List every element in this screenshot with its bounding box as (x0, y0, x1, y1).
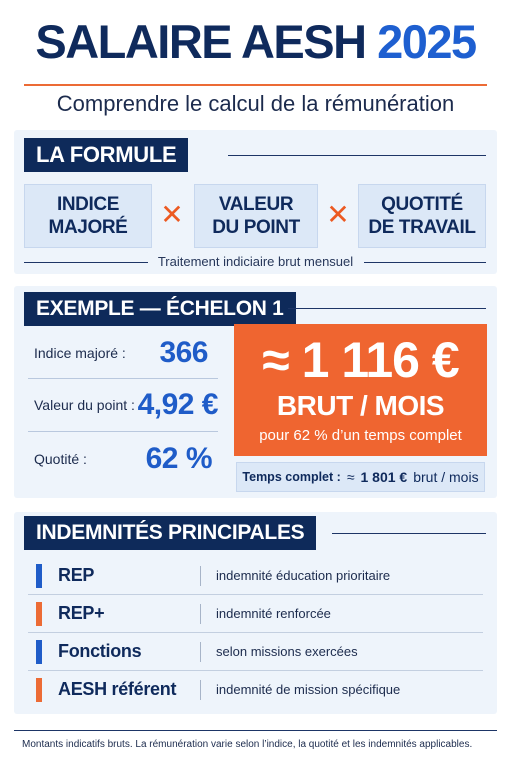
result-note: pour 62 % d’un temps complet (259, 427, 462, 444)
page-title (0, 14, 511, 70)
example-row-indice (28, 328, 218, 378)
formula-note: Traitement indiciaire brut mensuel (157, 254, 354, 269)
indemnity-divider (200, 604, 201, 624)
indemnity-row-rep-plus (28, 594, 483, 632)
example-value: 4,92 € (137, 388, 218, 421)
indemnity-color-bar (36, 602, 42, 626)
example-title-rule (288, 308, 486, 309)
indemnity-divider (200, 642, 201, 662)
multiply-icon: ✕ (160, 199, 184, 230)
formula-item-line1: QUOTITÉ (381, 194, 463, 215)
formula-item-quotite (358, 184, 486, 248)
indemnity-desc: indemnité renforcée (216, 605, 331, 621)
indemnities-panel (14, 512, 497, 714)
example-row-quotite (28, 434, 218, 484)
indemnity-color-bar (36, 678, 42, 702)
indemnity-name: Fonctions (58, 640, 142, 661)
example-divider (28, 378, 218, 379)
example-panel (14, 286, 497, 498)
formula-title-rule (228, 155, 486, 156)
indemnities-section-title: INDEMNITÉS PRINCIPALES (24, 516, 316, 550)
indemnity-divider (200, 680, 201, 700)
example-row-valeur (28, 380, 218, 430)
formula-item-line1: VALEUR (218, 194, 294, 215)
footer-note: Montants indicatifs bruts. La rémunération varie selon l’indice, la quotité et les indemnités applicables. (22, 739, 473, 750)
example-label: Quotité : (34, 451, 87, 467)
example-divider (28, 431, 218, 432)
formula-item-line2: DE TRAVAIL (368, 217, 476, 238)
page-subtitle: Comprendre le calcul de la rémunération (56, 91, 455, 116)
indemnity-divider (200, 566, 201, 586)
title-year: 2025 (377, 15, 476, 68)
example-value: 62 % (145, 442, 212, 475)
title-main: SALAIRE AESH (35, 15, 366, 68)
full-time-value: 1 801 € (360, 469, 408, 485)
result-amount: ≈ 1 116 € (262, 332, 459, 388)
indemnity-row-fonctions (28, 632, 483, 670)
footer-rule (14, 730, 497, 731)
formula-item-line2: DU POINT (212, 217, 300, 238)
indemnity-color-bar (36, 640, 42, 664)
formula-item-line1: INDICE (56, 194, 119, 215)
formula-item-indice (24, 184, 152, 248)
approx-icon: ≈ (346, 469, 355, 485)
formula-item-line2: MAJORÉ (48, 217, 128, 238)
example-value: 366 (159, 336, 208, 369)
indemnity-desc: indemnité éducation prioritaire (216, 567, 391, 583)
indemnity-desc: indemnité de mission spécifique (216, 681, 401, 697)
indemnity-color-bar (36, 564, 42, 588)
example-section-title: EXEMPLE — ÉCHELON 1 (24, 292, 296, 326)
result-box (234, 324, 487, 456)
full-time-suffix: brut / mois (413, 469, 479, 485)
formula-section-title: LA FORMULE (24, 138, 188, 172)
formula-note-rule-right (364, 262, 486, 263)
title-underline (24, 84, 487, 86)
indemnity-desc: selon missions exercées (216, 643, 358, 659)
multiply-icon: ✕ (326, 199, 350, 230)
formula-panel (14, 130, 497, 274)
formula-item-valeur (194, 184, 318, 248)
full-time-label: Temps complet : (242, 470, 341, 484)
example-label: Indice majoré : (34, 345, 126, 361)
indemnities-title-rule (332, 533, 486, 534)
result-unit: BRUT / MOIS (276, 390, 445, 421)
full-time-box (236, 462, 485, 492)
indemnity-name: AESH référent (58, 678, 177, 699)
indemnity-row-rep (28, 556, 483, 594)
indemnity-name: REP+ (58, 602, 105, 623)
indemnity-name: REP (58, 564, 95, 585)
indemnity-row-referent (28, 670, 483, 708)
example-label: Valeur du point : (34, 397, 135, 413)
